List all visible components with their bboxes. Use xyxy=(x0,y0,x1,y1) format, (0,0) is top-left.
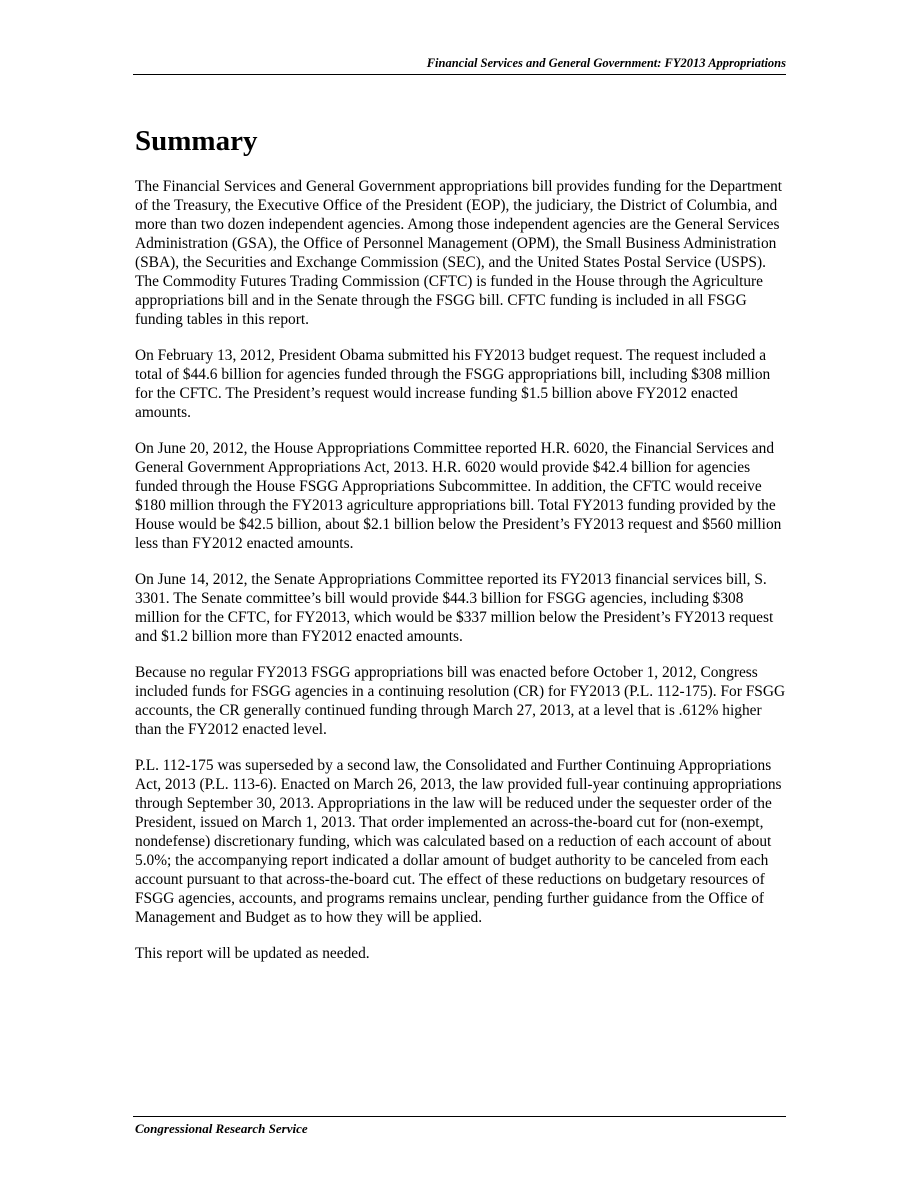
summary-paragraph: P.L. 112-175 was superseded by a second law, the Consolidated and Further Continuing Appropriations Act, 2013 (P.L. 113-6). Enacted on March 26, 2013, the law provided full-year continuing appropriations through September 30, 2013. Appropriations in the law will be reduced under the sequester order of the President, issued on March 1, 2013. That order implemented an across-the-board cut for (non-exempt, nondefense) discretionary funding, which was calculated based on a reduction of each account of about 5.0%; the accompanying report indicated a dollar amount of budget authority to be canceled from each account pursuant to that across-the-board cut. The effect of these reductions on budgetary resources of FSGG agencies, accounts, and programs remains unclear, pending further guidance from the Office of Management and Budget as to how they will be applied. xyxy=(135,757,782,926)
summary-paragraph: On February 13, 2012, President Obama submitted his FY2013 budget request. The request included a total of $44.6 billion for agencies funded through the FSGG appropriations bill, including $308 million for the CFTC. The President’s request would increase funding $1.5 billion above FY2012 enacted amounts. xyxy=(135,347,771,421)
running-header: Financial Services and General Government: FY2013 Appropriations xyxy=(133,56,786,75)
footer-publisher: Congressional Research Service xyxy=(135,1121,308,1136)
footer-divider xyxy=(133,1116,786,1117)
summary-paragraph: This report will be updated as needed. xyxy=(135,945,370,962)
summary-paragraph: On June 14, 2012, the Senate Appropriations Committee reported its FY2013 financial services bill, S. 3301. The Senate committee’s bill would provide $44.3 billion for FSGG agencies, including $308 million for the CFTC, for FY2013, which would be $337 million below the President’s FY2013 request and $1.2 billion more than FY2012 enacted amounts. xyxy=(135,571,774,645)
summary-paragraph: Because no regular FY2013 FSGG appropriations bill was enacted before October 1, 2012, Congress included funds for FSGG agencies in a continuing resolution (CR) for FY2013 (P.L. 112-175). For FSGG accounts, the CR generally continued funding through March 27, 2013, at a level that is .612% higher than the FY2012 enacted level. xyxy=(135,664,786,738)
page-title: Summary xyxy=(135,125,258,157)
summary-paragraph: The Financial Services and General Government appropriations bill provides funding for the Department of the Treasury, the Executive Office of the President (EOP), the judiciary, the District of Columbia, and more than two dozen independent agencies. Among those independent agencies are the General Services Administration (GSA), the Office of Personnel Management (OPM), the Small Business Administration (SBA), the Securities and Exchange Commission (SEC), and the United States Postal Service (USPS). The Commodity Futures Trading Commission (CFTC) is funded in the House through the Agriculture appropriations bill and in the Senate through the FSGG bill. CFTC funding is included in all FSGG funding tables in this report. xyxy=(135,178,783,328)
summary-body xyxy=(135,177,791,980)
summary-paragraph: On June 20, 2012, the House Appropriations Committee reported H.R. 6020, the Financial Services and General Government Appropriations Act, 2013. H.R. 6020 would provide $42.4 billion for agencies funded through the House FSGG Appropriations Subcommittee. In addition, the CFTC would receive $180 million through the FY2013 agriculture appropriations bill. Total FY2013 funding provided by the House would be $42.5 billion, about $2.1 billion below the President’s FY2013 request and $560 million less than FY2012 enacted amounts. xyxy=(135,440,782,552)
